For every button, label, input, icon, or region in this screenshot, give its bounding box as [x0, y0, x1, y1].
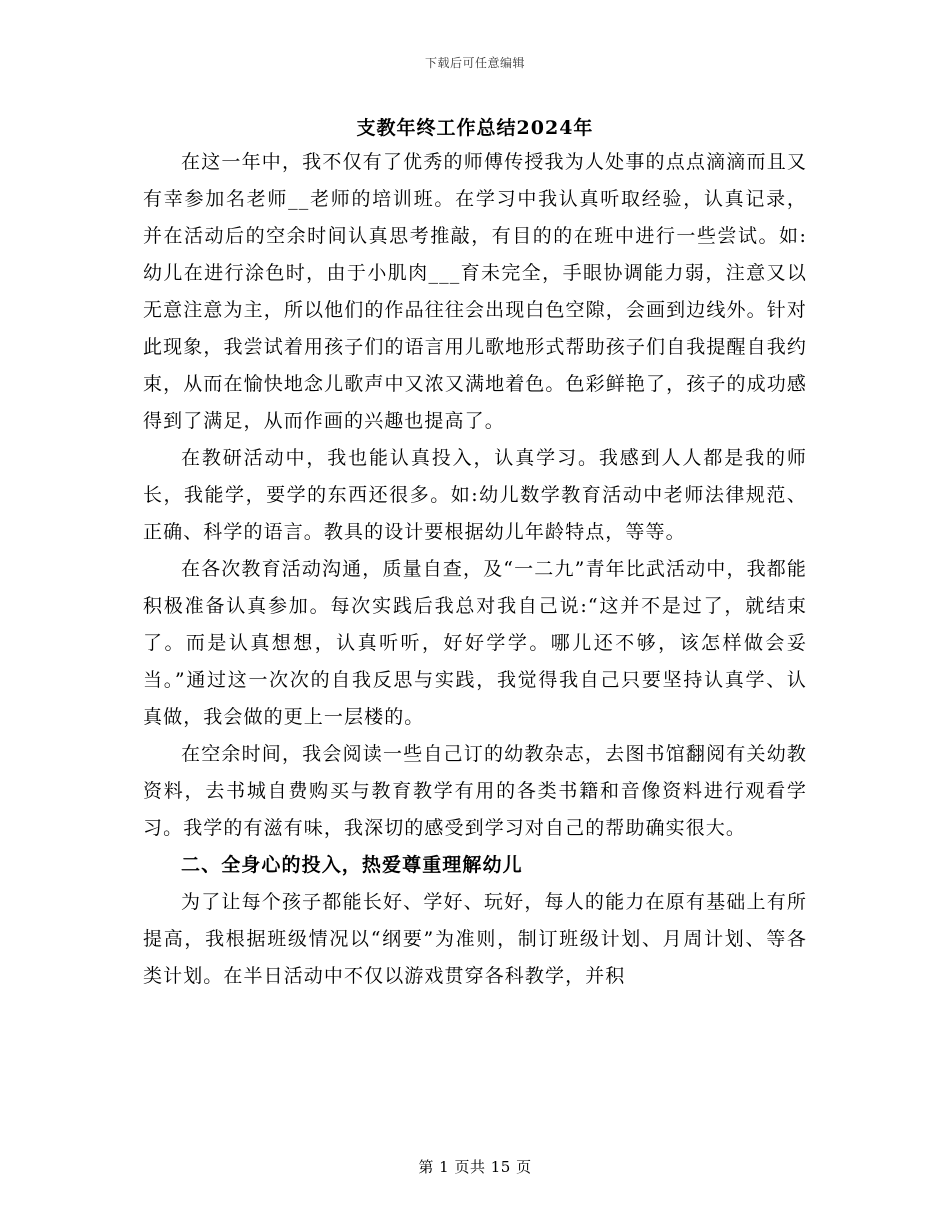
header-note: 下载后可任意编辑 — [424, 56, 525, 70]
paragraph-4: 在空余时间，我会阅读一些自己订的幼教杂志，去图书馆翻阅有关幼教资料，去书城自费购买与教育教学有用的各类书籍和音像资料进行观看学习。我学的有滋有味，我深切的感受到学习对自己的帮助确实很大。 — [143, 743, 807, 839]
paragraph-2: 在教研活动中，我也能认真投入，认真学习。我感到人人都是我的师长，我能学，要学的东西还很多。如:幼儿数学教育活动中老师法律规范、正确、科学的语言。教具的设计要根据幼儿年龄特点，等等。 — [143, 447, 807, 543]
section-paragraph: 为了让每个孩子都能长好、学好、玩好，每人的能力在原有基础上有所提高，我根据班级情况以“纲要”为准则，制订班级计划、月周计划、等各类计划。在半日活动中不仅以游戏贯穿各科教学，并积 — [143, 891, 807, 987]
document-body — [143, 112, 807, 995]
document-title: 支教年终工作总结2024年 — [356, 117, 594, 139]
page-number-footer: 第 1 页共 15 页 — [418, 1158, 532, 1176]
section-heading: 二、全身心的投入，热爱尊重理解幼儿 — [181, 854, 523, 876]
paragraph-3: 在各次教育活动沟通，质量自查，及“一二九”青年比武活动中，我都能积极准备认真参加。每次实践后我总对我自己说:“这并不是过了，就结束了。而是认真想想，认真听听，好好学学。哪儿还不够，该怎样做会妥当。”通过这一次次的自我反思与实践，我觉得我自己只要坚持认真学、认真做，我会做的更上一层楼的。 — [143, 558, 807, 728]
paragraph-1: 在这一年中，我不仅有了优秀的师傅传授我为人处事的点点滴滴而且又有幸参加名老师__老师的培训班。在学习中我认真听取经验，认真记录，并在活动后的空余时间认真思考推敲，有目的的在班中进行一些尝试。如:幼儿在进行涂色时，由于小肌肉___育未完全，手眼协调能力弱，注意又以无意注意为主，所以他们的作品往往会出现白色空隙，会画到边线外。针对此现象，我尝试着用孩子们的语言用儿歌地形式帮助孩子们自我提醒自我约束，从而在愉快地念儿歌声中又浓又满地着色。色彩鲜艳了，孩子的成功感得到了满足，从而作画的兴趣也提高了。 — [143, 151, 807, 432]
